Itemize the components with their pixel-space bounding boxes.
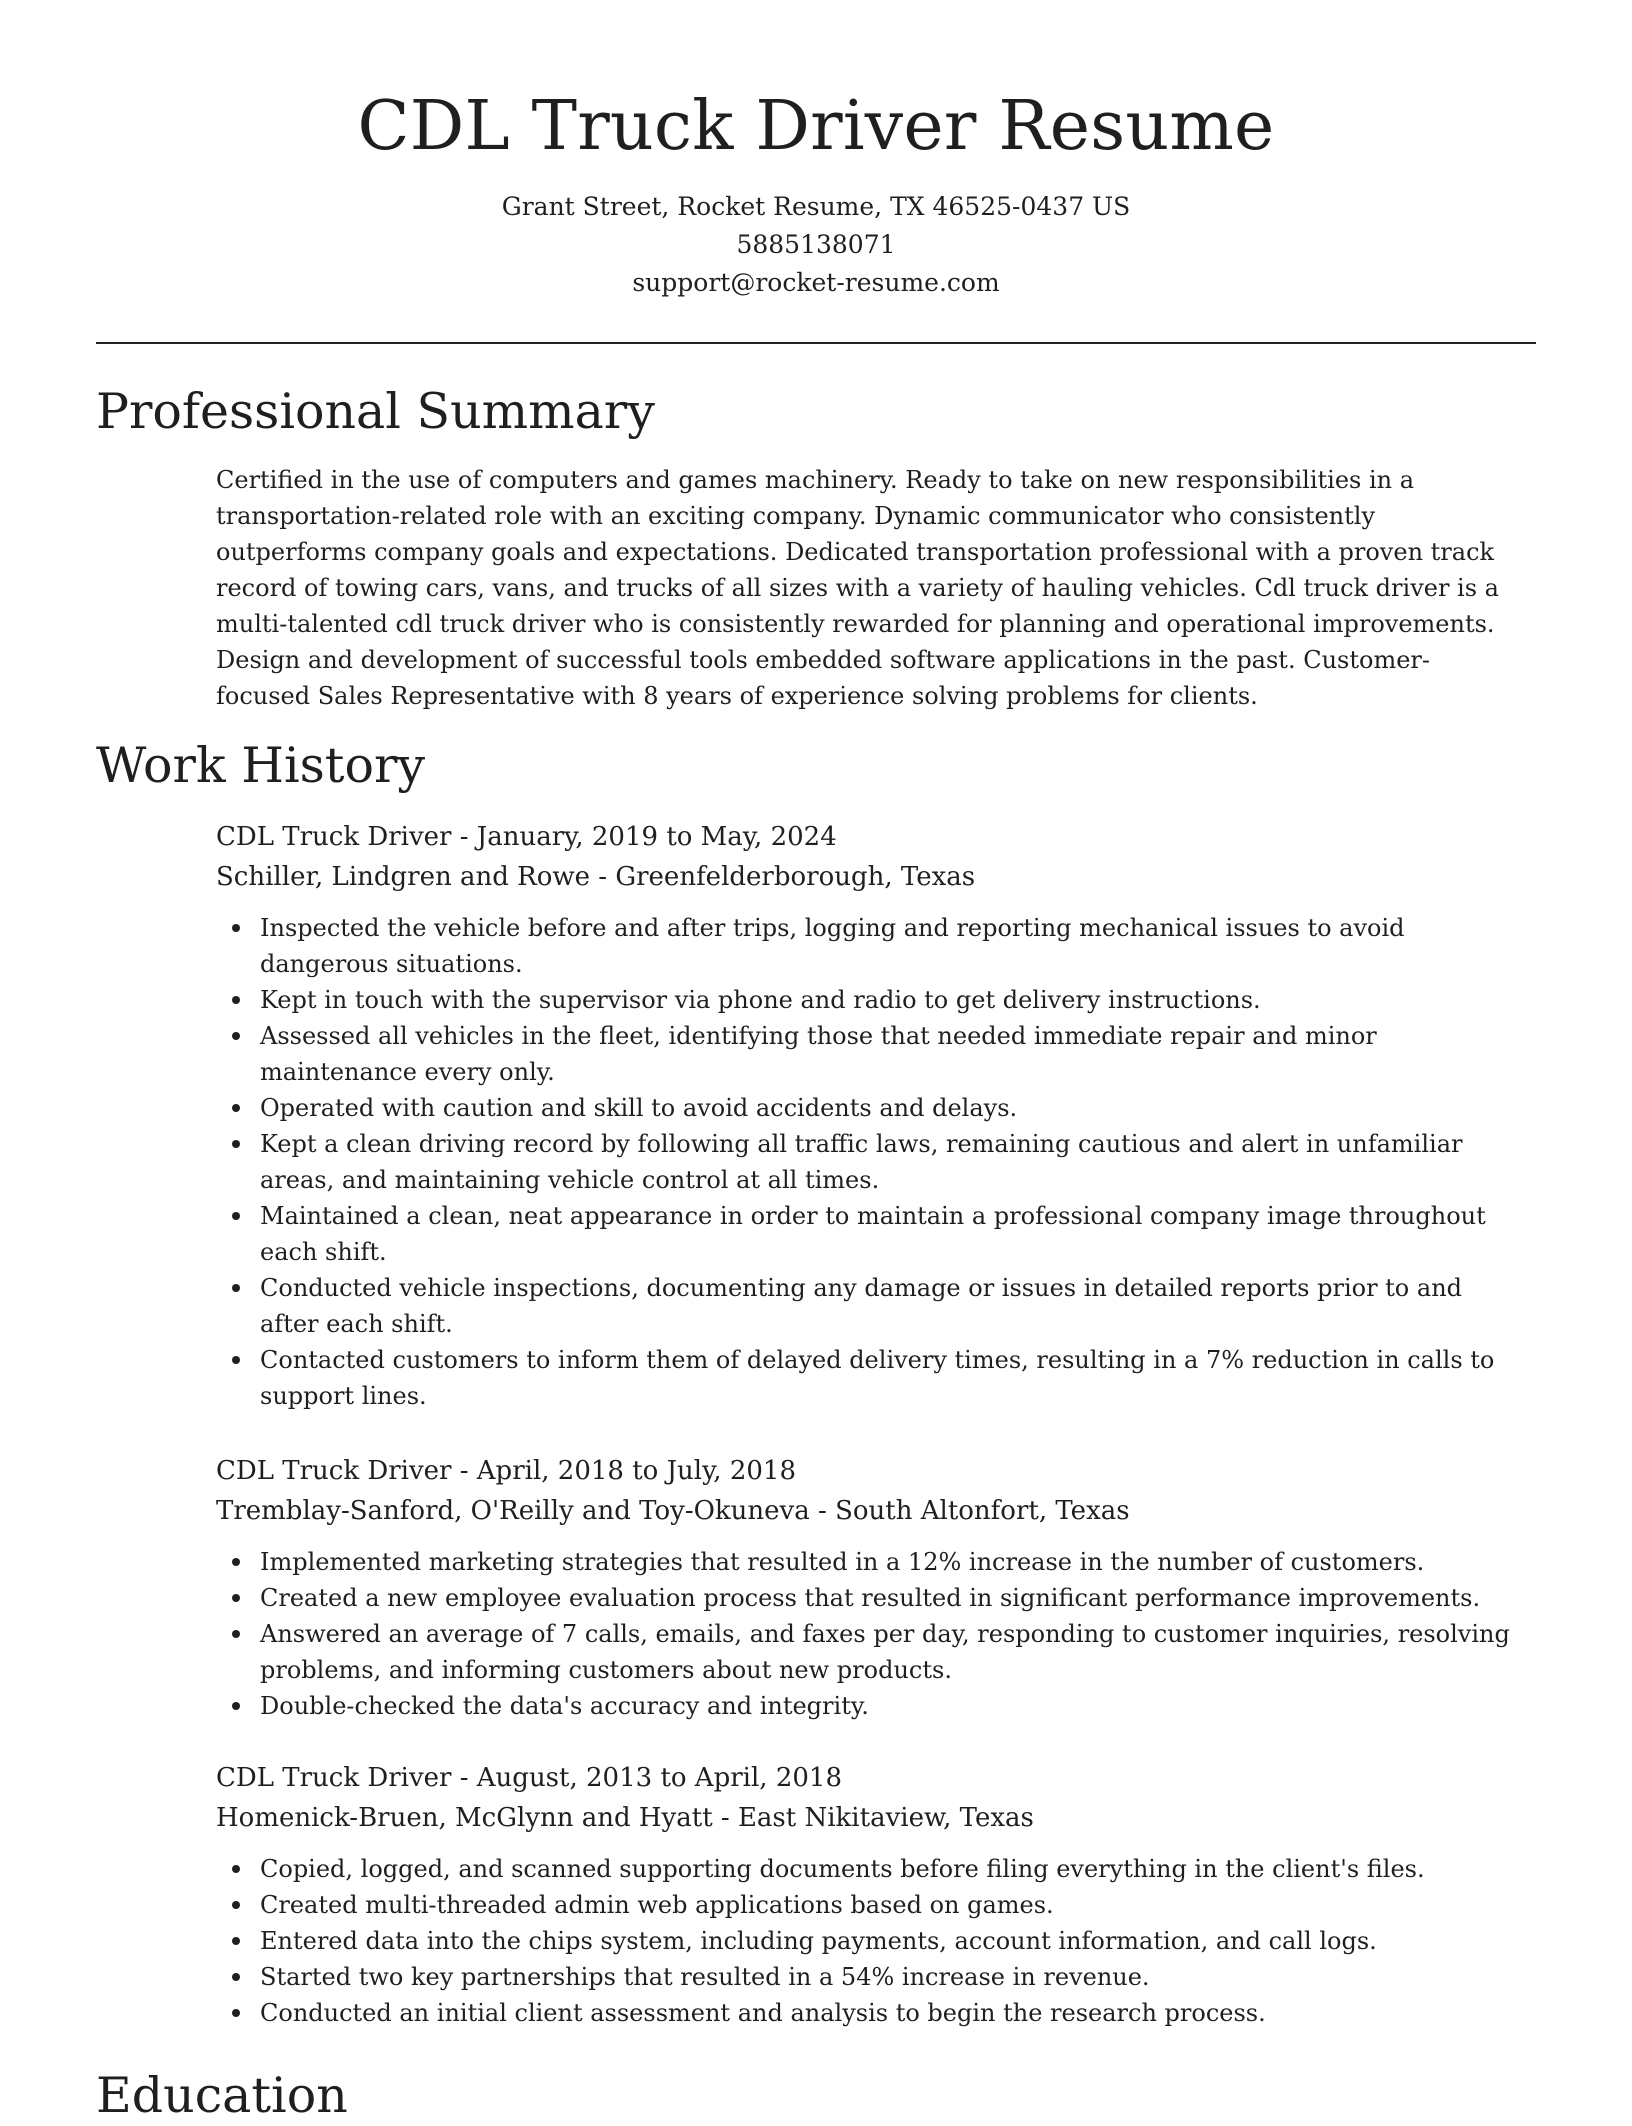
header-divider [96, 342, 1536, 344]
job-bullet: Kept in touch with the supervisor via phone and radio to get delivery instructions. [260, 982, 1536, 1018]
job-title-line: CDL Truck Driver - January, 2019 to May, 2024 [216, 822, 837, 852]
job-bullet: Answered an average of 7 calls, emails, and faxes per day, responding to customer inquiries, resolving problems, and informing customers about new products. [260, 1616, 1536, 1688]
job-entry-2 [216, 1452, 1536, 1724]
job-company-line [216, 858, 1536, 896]
job-entry-3 [216, 1759, 1536, 2031]
contact-phone: 5885138071 [736, 230, 896, 259]
contact-address: Grant Street, Rocket Resume, TX 46525-0437 US [501, 192, 1131, 221]
job-bullet: Assessed all vehicles in the fleet, identifying those that needed immediate repair and minor maintenance every only. [260, 1018, 1536, 1090]
job-bullet: Started two key partnerships that resulted in a 54% increase in revenue. [260, 1959, 1536, 1995]
job-entry-1 [216, 818, 1536, 1414]
job-bullet-list [216, 910, 1536, 1414]
job-bullet: Operated with caution and skill to avoid accidents and delays. [260, 1090, 1536, 1126]
job-bullet: Created a new employee evaluation process that resulted in significant performance improvements. [260, 1580, 1536, 1616]
job-bullet-list [216, 1544, 1536, 1724]
company-name: Homenick-Bruen, McGlynn and Hyatt [216, 1803, 713, 1833]
summary-heading: Professional Summary [96, 383, 655, 440]
job-bullet: Created multi-threaded admin web applications based on games. [260, 1887, 1536, 1923]
summary-text: Certified in the use of computers and games machinery. Ready to take on new responsibilities in a transportation-related role with an exciting company. Dynamic communicator who consistently outperforms company goals and expectations. Dedicated transportation professional with a proven track record of towing cars, vans, and trucks of all sizes with a variety of hauling vehicles. Cdl truck driver is a multi-talented cdl truck driver who is consistently rewarded for planning and operational improvements. Design and development of successful tools embedded software applications in the past. Customer-focused Sales Representative with 8 years of experience solving problems for clients. [216, 466, 1499, 710]
job-bullet: Conducted an initial client assessment and analysis to begin the research process. [260, 1995, 1536, 2031]
job-bullet: Maintained a clean, neat appearance in order to maintain a professional company image throughout each shift. [260, 1198, 1536, 1270]
job-bullet: Entered data into the chips system, including payments, account information, and call logs. [260, 1923, 1536, 1959]
job-company-line [216, 1492, 1536, 1530]
company-location: - Greenfelderborough, Texas [590, 862, 976, 892]
company-location: - South Altonfort, Texas [809, 1496, 1130, 1526]
education-heading: Education [96, 2067, 348, 2124]
resume-title: CDL Truck Driver Resume [357, 87, 1275, 166]
job-title-line: CDL Truck Driver - August, 2013 to April, 2018 [216, 1763, 842, 1793]
job-bullet: Inspected the vehicle before and after trips, logging and reporting mechanical issues to avoid dangerous situations. [260, 910, 1536, 982]
job-company-line [216, 1799, 1536, 1837]
company-name: Tremblay-Sanford, O'Reilly and Toy-Okuneva [216, 1496, 810, 1526]
job-bullet: Double-checked the data's accuracy and integrity. [260, 1688, 1536, 1724]
job-bullet: Copied, logged, and scanned supporting documents before filing everything in the client's files. [260, 1851, 1536, 1887]
job-bullet: Kept a clean driving record by following all traffic laws, remaining cautious and alert in unfamiliar areas, and maintaining vehicle control at all times. [260, 1126, 1536, 1198]
company-name: Schiller, Lindgren and Rowe [216, 862, 591, 892]
work-history-heading: Work History [96, 737, 426, 794]
job-bullet-list [216, 1851, 1536, 2031]
contact-email: support@rocket-resume.com [632, 268, 1000, 297]
job-bullet: Implemented marketing strategies that resulted in a 12% increase in the number of customers. [260, 1544, 1536, 1580]
resume-header [0, 86, 1632, 302]
job-bullet: Conducted vehicle inspections, documenting any damage or issues in detailed reports prior to and after each shift. [260, 1270, 1536, 1342]
job-bullet: Contacted customers to inform them of delayed delivery times, resulting in a 7% reduction in calls to support lines. [260, 1342, 1536, 1414]
job-title-line: CDL Truck Driver - April, 2018 to July, 2018 [216, 1456, 796, 1486]
contact-info [0, 188, 1632, 302]
company-location: - East Nikitaview, Texas [712, 1803, 1034, 1833]
